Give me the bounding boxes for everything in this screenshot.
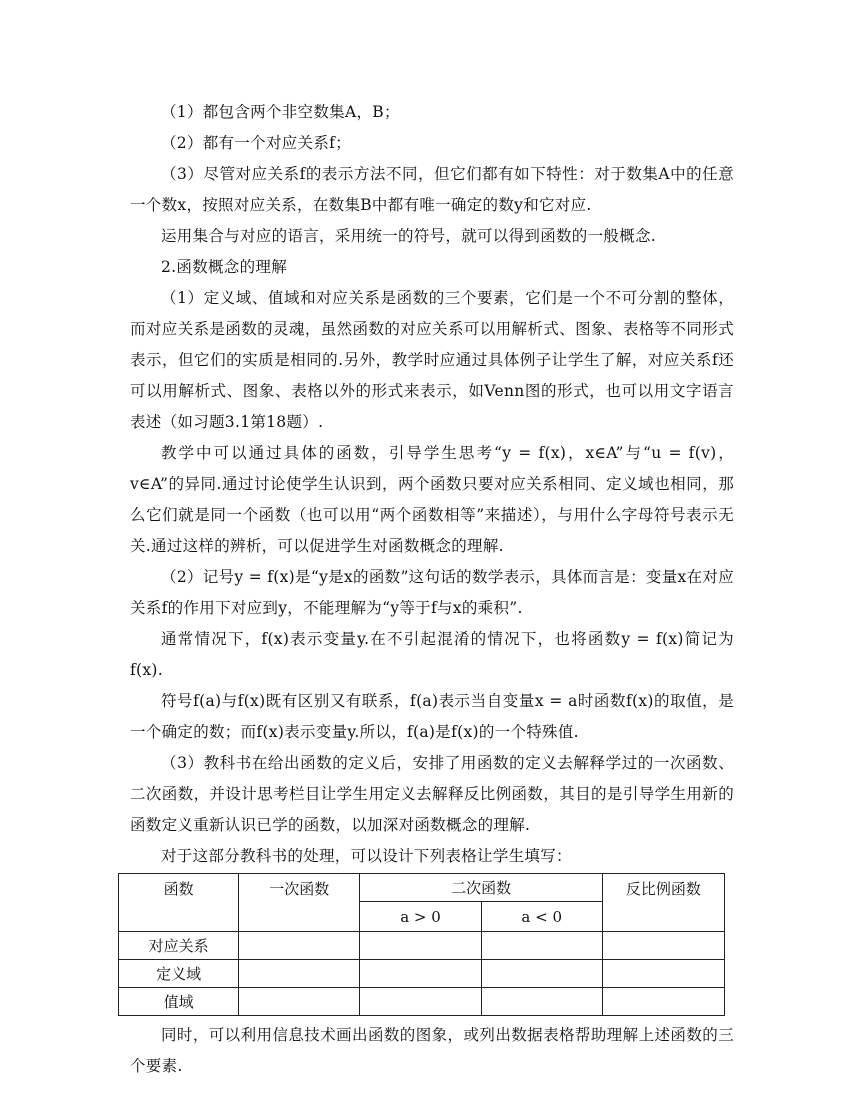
table-cell bbox=[239, 960, 360, 988]
table-cell bbox=[481, 960, 602, 988]
table-header-function: 函数 bbox=[119, 874, 239, 932]
table-row-label: 值域 bbox=[119, 988, 239, 1016]
closing-paragraph: 同时，可以利用信息技术画出函数的图象，或列出数据表格帮助理解上述函数的三个要素. bbox=[130, 1026, 734, 1075]
table-row-label: 定义域 bbox=[119, 960, 239, 988]
table-header-quadratic: 二次函数 bbox=[360, 874, 602, 902]
paragraph-2: （2）都有一个对应关系f； bbox=[161, 134, 351, 152]
paragraph-11: （3）教科书在给出函数的定义后，安排了用函数的定义去解释学过的一次函数、二次函数，并设计思考栏目让学生用定义去解释反比例函数，其目的是引导学生用新的函数定义重新认识已学的函数，以加深对函数概念的理解. bbox=[130, 754, 734, 834]
table-header-a-positive: a > 0 bbox=[360, 902, 481, 932]
table-cell bbox=[360, 988, 481, 1016]
paragraph-9: 通常情况下，f(x)表示变量y.在不引起混淆的情况下，也将函数y = f(x)简记为f(x). bbox=[130, 630, 734, 679]
table-cell bbox=[602, 988, 724, 1016]
function-table-wrap bbox=[130, 873, 734, 1016]
table-header-linear: 一次函数 bbox=[239, 874, 360, 932]
table-row-label: 对应关系 bbox=[119, 932, 239, 960]
table-cell bbox=[481, 988, 602, 1016]
table-row bbox=[119, 932, 725, 960]
page-content bbox=[130, 97, 734, 1082]
table-cell bbox=[239, 932, 360, 960]
paragraph-12: 对于这部分教科书的处理，可以设计下列表格让学生填写： bbox=[161, 847, 572, 865]
table-row bbox=[119, 960, 725, 988]
table-cell bbox=[239, 988, 360, 1016]
table-row bbox=[119, 988, 725, 1016]
paragraph-4: 运用集合与对应的语言，采用统一的符号，就可以得到函数的一般概念. bbox=[161, 227, 657, 245]
function-table bbox=[118, 873, 725, 1016]
paragraph-10: 符号f(a)与f(x)既有区别又有联系，f(a)表示当自变量x = a时函数f(x)的取值，是一个确定的数；而f(x)表示变量y.所以，f(a)是f(x)的一个特殊值. bbox=[130, 692, 734, 741]
table-header-a-negative: a < 0 bbox=[481, 902, 602, 932]
table-header-inverse: 反比例函数 bbox=[602, 874, 724, 932]
paragraph-3: （3）尽管对应关系f的表示方法不同，但它们都有如下特性：对于数集A中的任意一个数x，按照对应关系，在数集B中都有唯一确定的数y和它对应. bbox=[130, 165, 734, 214]
table-cell bbox=[481, 932, 602, 960]
section-heading: 2.函数概念的理解 bbox=[161, 258, 287, 276]
paragraph-8: （2）记号y = f(x)是“y是x的函数”这句话的数学表示，具体而言是：变量x在对应关系f的作用下对应到y，不能理解为“y等于f与x的乘积”. bbox=[130, 568, 734, 617]
table-cell bbox=[602, 960, 724, 988]
paragraph-1: （1）都包含两个非空数集A，B； bbox=[161, 103, 400, 121]
paragraph-7: 教学中可以通过具体的函数，引导学生思考“y = f(x)，x∈A”与“u = f(v)，v∈A”的异同.通过讨论使学生认识到，两个函数只要对应关系相同、定义域也相同，那么它们就是同一个函数（也可以用“两个函数相等”来描述），与用什么字母符号表示无关.通过这样的辨析，可以促进学生对函数概念的理解. bbox=[130, 444, 734, 555]
table-cell bbox=[602, 932, 724, 960]
paragraph-6: （1）定义域、值域和对应关系是函数的三个要素，它们是一个不可分割的整体，而对应关系是函数的灵魂，虽然函数的对应关系可以用解析式、图象、表格等不同形式表示，但它们的实质是相同的.另外，教学时应通过具体例子让学生了解，对应关系f还可以用解析式、图象、表格以外的形式来表示，如Venn图的形式，也可以用文字语言表述（如习题3.1第18题）. bbox=[130, 289, 734, 431]
table-cell bbox=[360, 932, 481, 960]
table-cell bbox=[360, 960, 481, 988]
